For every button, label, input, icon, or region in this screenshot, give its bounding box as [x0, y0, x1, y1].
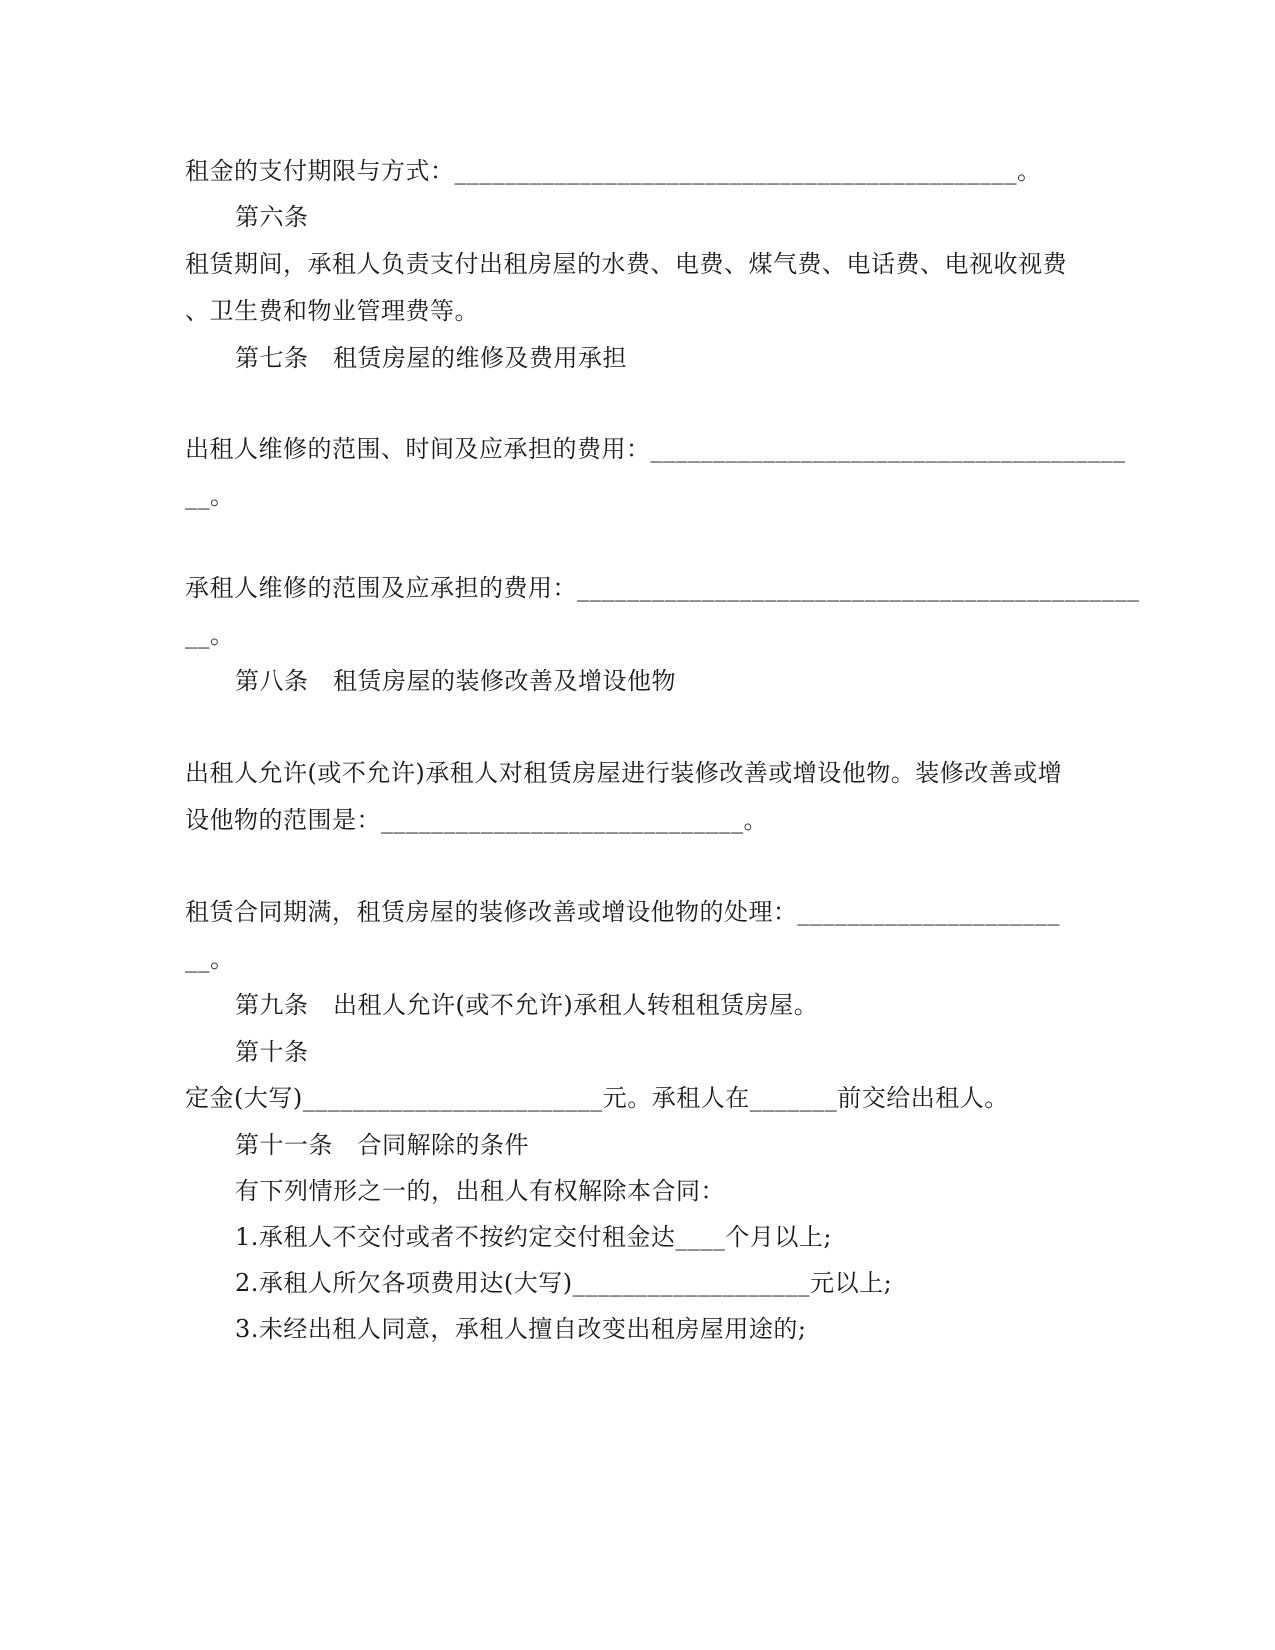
- article-6-text-line-1: 租赁期间，承租人负责支付出租房屋的水费、电费、煤气费、电话费、电视收视费: [185, 250, 1067, 278]
- deposit-text: 定金(大写)________________________元。承租人在_______前交给出租人。: [185, 1084, 1009, 1112]
- article-10-heading: 第十条: [235, 1038, 309, 1066]
- termination-item-3: 3.未经出租人同意，承租人擅自改变出租房屋用途的;: [235, 1315, 807, 1343]
- renovation-handling-line-2: __。: [185, 945, 235, 973]
- article-11-heading: 第十一条 合同解除的条件: [235, 1131, 529, 1159]
- article-7-heading: 第七条 租赁房屋的维修及费用承担: [235, 344, 627, 372]
- article-6-text-line-2: 、卫生费和物业管理费等。: [185, 297, 479, 325]
- lessor-repair-line-2: __。: [185, 482, 235, 510]
- renovation-permission-line-2: 设他物的范围是：_____________________________。: [185, 806, 768, 834]
- renovation-permission-line-1: 出租人允许(或不允许)承租人对租赁房屋进行装修改善或增设他物。装修改善或增: [185, 759, 1063, 787]
- article-8-heading: 第八条 租赁房屋的装修改善及增设他物: [235, 667, 676, 695]
- lessee-repair-line-1: 承租人维修的范围及应承担的费用：_____________________________________________: [185, 574, 1140, 602]
- renovation-handling-line-1: 租赁合同期满，租赁房屋的装修改善或增设他物的处理：_____________________: [185, 898, 1060, 926]
- article-6-heading: 第六条: [235, 203, 309, 231]
- lessee-repair-line-2: __。: [185, 621, 235, 649]
- termination-item-2: 2.承租人所欠各项费用达(大写)___________________元以上;: [235, 1269, 893, 1297]
- termination-item-1: 1.承租人不交付或者不按约定交付租金达____个月以上;: [235, 1223, 832, 1251]
- rent-payment-terms: 租金的支付期限与方式：_____________________________________________。: [185, 157, 1042, 185]
- termination-intro: 有下列情形之一的，出租人有权解除本合同：: [235, 1177, 725, 1205]
- lessor-repair-line-1: 出租人维修的范围、时间及应承担的费用：______________________________________: [185, 435, 1126, 463]
- article-9-text: 第九条 出租人允许(或不允许)承租人转租租赁房屋。: [235, 991, 819, 1019]
